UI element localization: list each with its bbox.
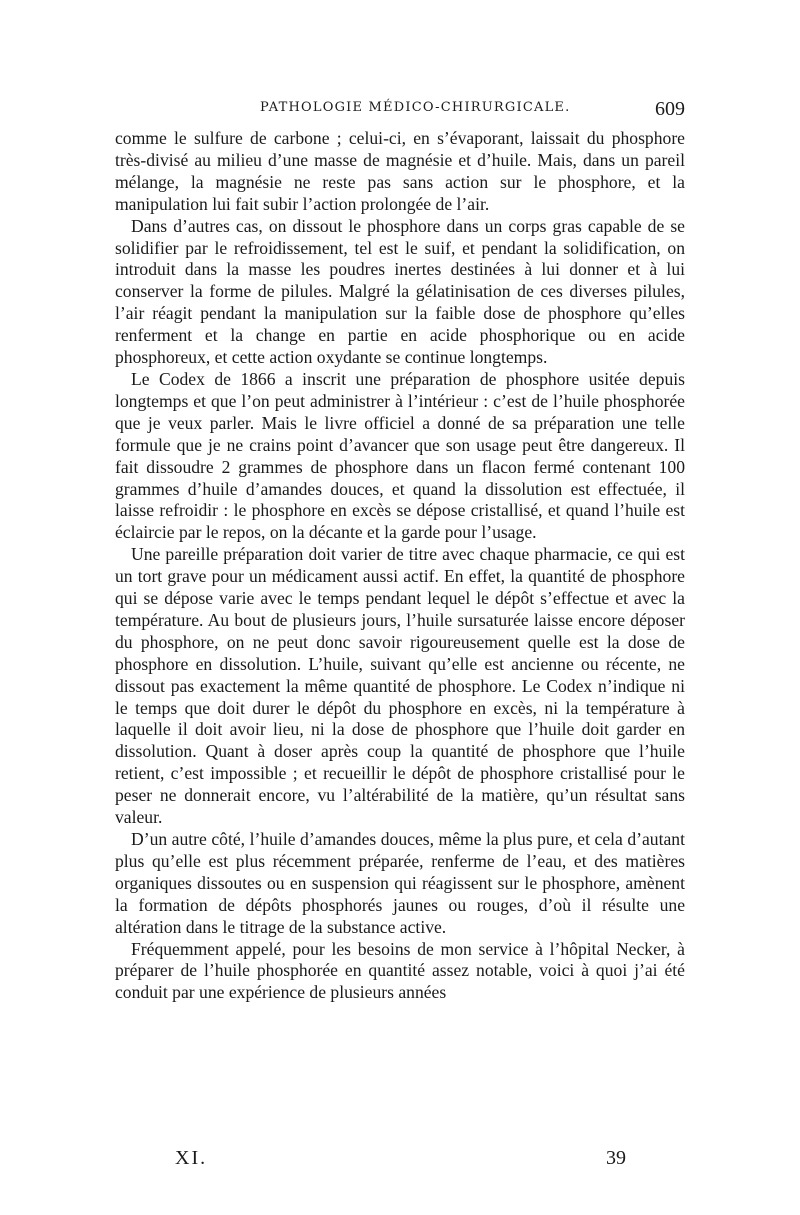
- sheet-number: 39: [606, 1147, 626, 1169]
- paragraph: comme le sulfure de carbone ; celui-ci, en s’évaporant, laissait du phosphore très-divisé au milieu d’une masse de magnésie et d’huile. Mais, dans un pareil mélange, la magnésie ne reste pas sans action sur le phosphore, et la manipulation lui fait subir l’action prolongée de l’air.: [115, 128, 685, 214]
- paragraph: Une pareille préparation doit varier de titre avec chaque pharmacie, ce qui est un tort grave pour un médicament aussi actif. En effet, la quantité de phosphore qui se dépose varie avec le temps pendant lequel le dépôt s’effectue et avec la température. Au bout de plusieurs jours, l’huile sursaturée laisse encore déposer du phosphore, on ne peut donc savoir rigoureusement quelle est la dose de phosphore en dissolution. L’huile, suivant qu’elle est ancienne ou récente, ne dissout pas exactement la même quantité de phosphore. Le Codex n’indique ni le temps que doit durer le dépôt du phosphore en excès, ni la température à laquelle il doit avoir lieu, ni la dose de phosphore que l’huile doit garder en dissolution. Quant à doser après coup la quantité de phosphore que l’huile retient, c’est impossible ; et recueillir le dépôt de phosphore cristallisé pour le peser ne donnerait encore, vu l’altérabilité de la matière, qu’un résultat sans valeur.: [115, 544, 685, 828]
- paragraph: D’un autre côté, l’huile d’amandes douces, même la plus pure, et cela d’autant plus qu’elle est plus récemment préparée, renferme de l’eau, et des matières organiques dissoutes ou en suspension qui réagissent sur le phosphore, amènent la formation de dépôts phosphorés jaunes ou rouges, d’où il résulte une altération dans le titrage de la substance active.: [115, 829, 685, 937]
- running-head: [115, 98, 685, 122]
- body-text: [115, 128, 685, 1004]
- running-title: PATHOLOGIE MÉDICO-CHIRURGICALE.: [260, 100, 571, 115]
- page-number: 609: [655, 98, 685, 120]
- paragraph: Dans d’autres cas, on dissout le phosphore dans un corps gras capable de se solidifier par le refroidissement, tel est le suif, et pendant la solidification, on introduit dans la masse les poudres inertes destinées à lui donner et à lui conserver la forme de pilules. Malgré la gélatinisation de ces diverses pilules, l’air réagit pendant la manipulation sur la faible dose de phosphore qu’elles renferment et la change en partie en acide phosphorique ou en acide phosphoreux, et cette action oxydante se continue longtemps.: [115, 215, 685, 368]
- paragraph: Fréquemment appelé, pour les besoins de mon service à l’hôpital Necker, à préparer de l’huile phosphorée en quantité assez notable, voici à quoi j’ai été conduit par une expérience de plusieurs années: [115, 938, 685, 1003]
- volume-signature: XI.: [175, 1147, 208, 1169]
- paragraph: Le Codex de 1866 a inscrit une préparation de phosphore usitée depuis longtemps et que l’on peut administrer à l’intérieur : c’est de l’huile phosphorée que je veux parler. Mais le livre officiel a donné de sa préparation une telle formule que je ne crains point d’avancer que son usage peut être dangereux. Il fait dissoudre 2 grammes de phosphore dans un flacon fermé contenant 100 grammes d’huile d’amandes douces, et quand la dissolution est effectuée, il laisse refroidir : le phosphore en excès se dépose cristallisé, et quand l’huile est éclaircie par le repos, on la décante et la garde pour l’usage.: [115, 368, 685, 543]
